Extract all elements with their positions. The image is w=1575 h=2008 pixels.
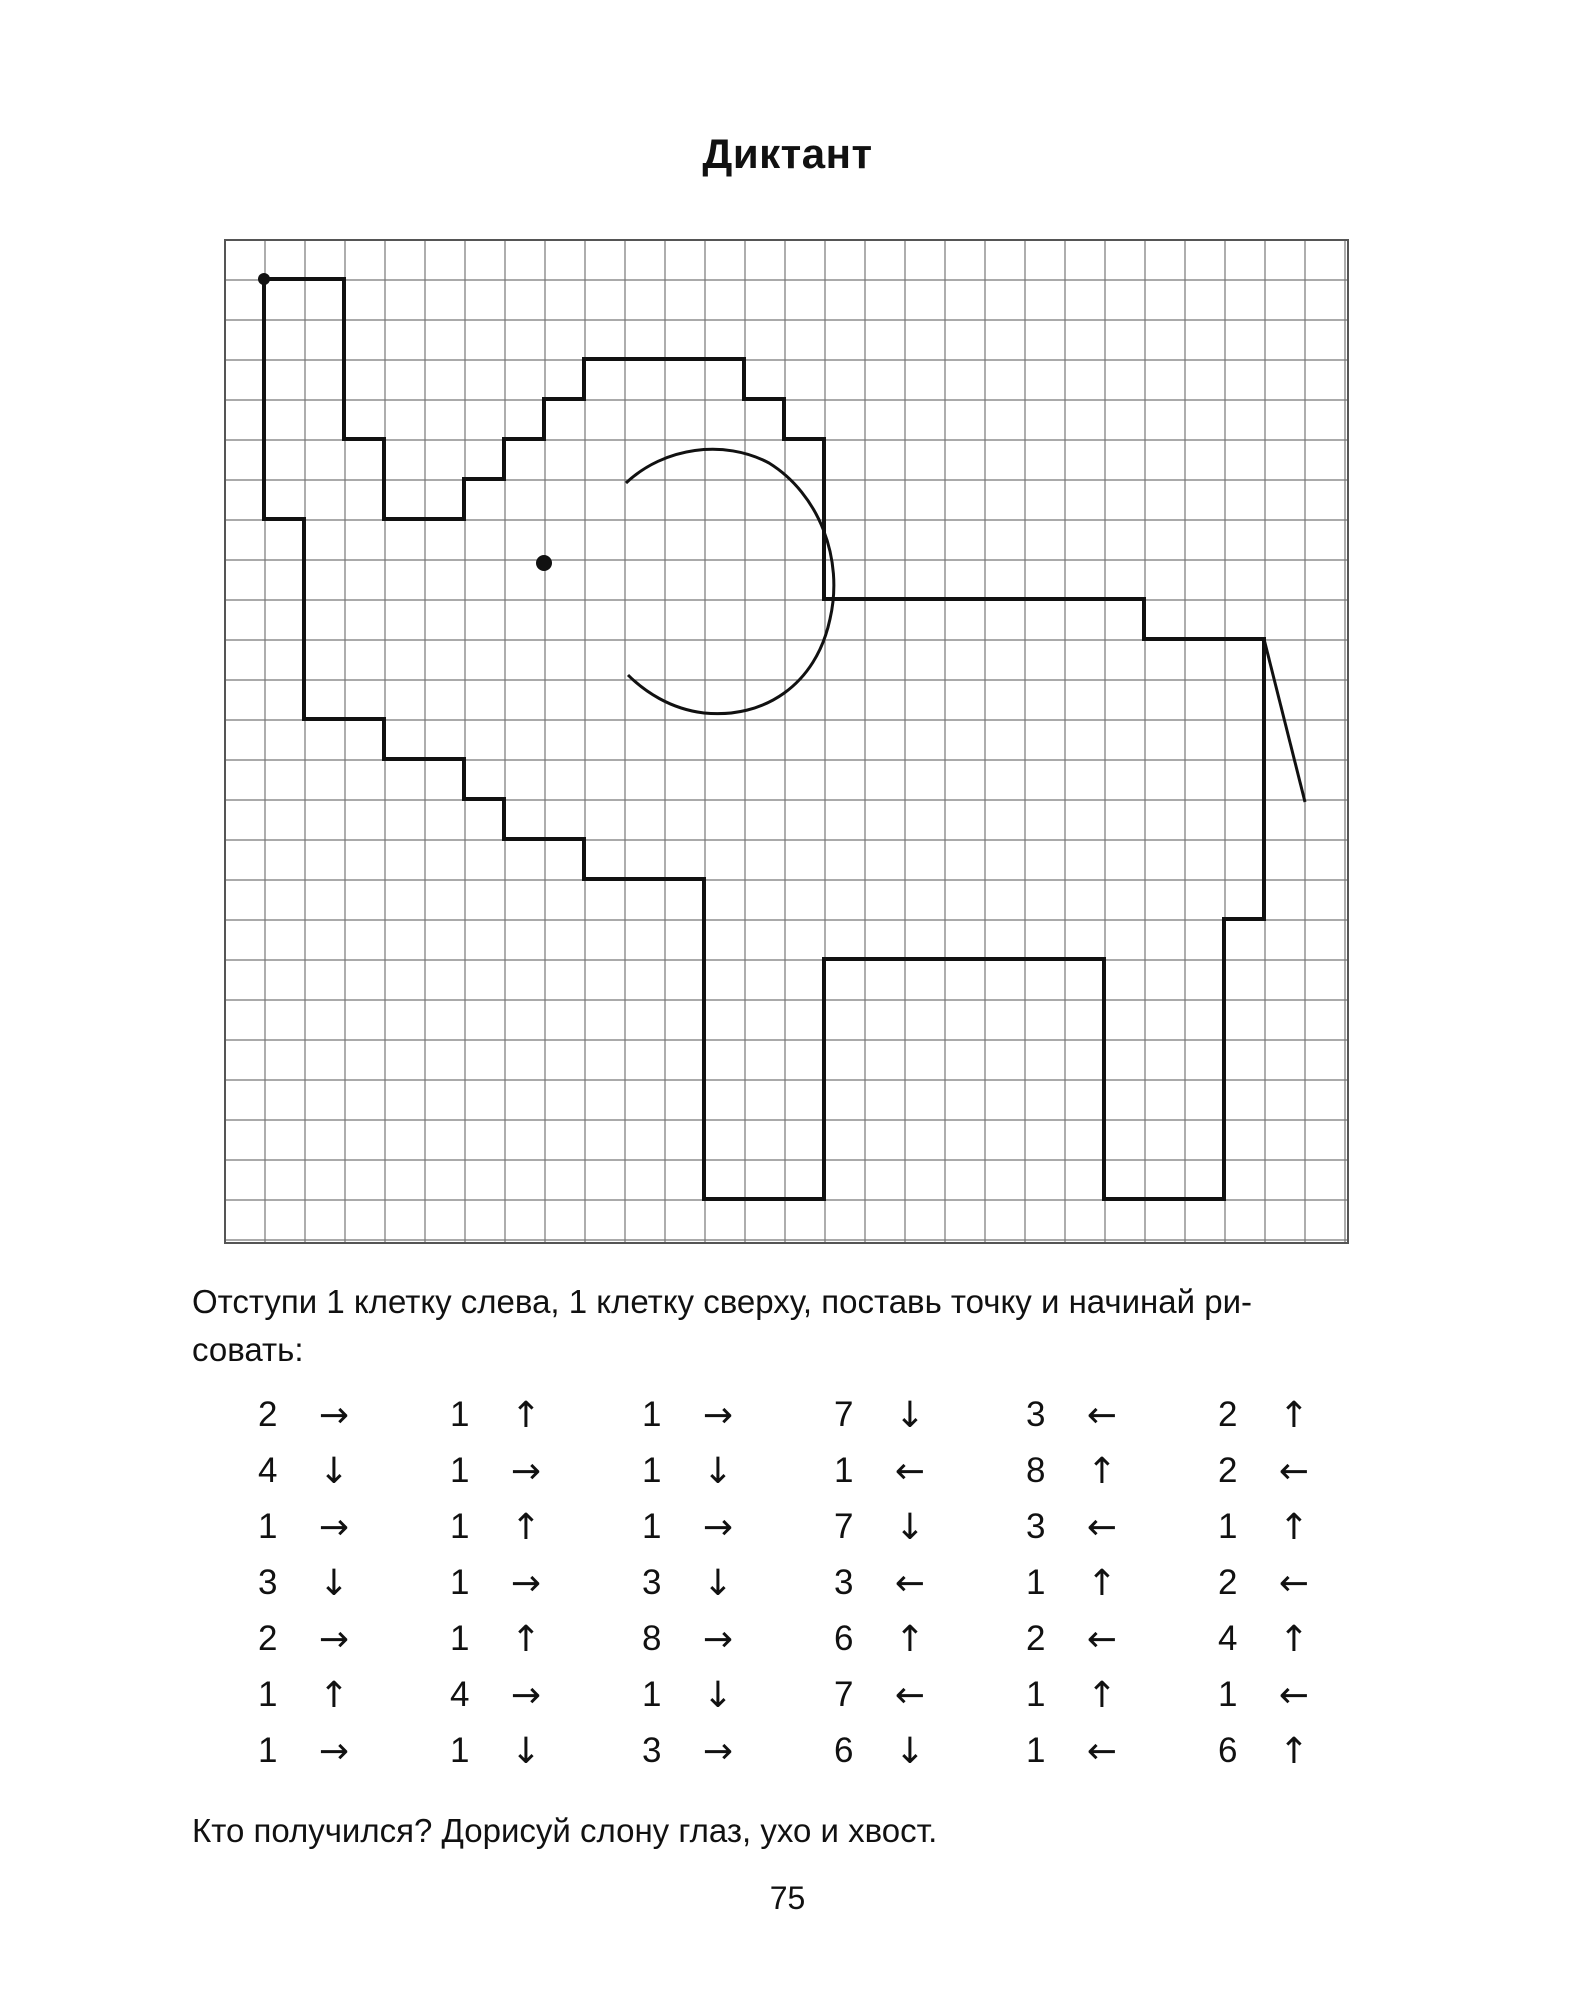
command-item (1026, 1451, 1176, 1507)
step-count: 1 (642, 1395, 662, 1434)
direction-arrow-icon: ↑ (510, 1395, 542, 1436)
step-count: 1 (450, 1619, 470, 1658)
direction-arrow-icon: → (318, 1731, 350, 1772)
step-count: 3 (1026, 1395, 1046, 1434)
command-item (642, 1395, 792, 1451)
instruction-line-1: Отступи 1 клетку слева, 1 клетку сверху, поставь точку и начинай ри- (192, 1283, 1253, 1320)
command-item (258, 1507, 408, 1563)
step-count: 1 (450, 1451, 470, 1490)
command-item (1218, 1451, 1368, 1507)
command-item (1218, 1507, 1368, 1563)
command-item (258, 1675, 408, 1731)
step-count: 1 (450, 1507, 470, 1546)
direction-arrow-icon: ← (894, 1675, 926, 1716)
direction-arrow-icon: ↑ (1086, 1451, 1118, 1492)
direction-arrow-icon: ← (1278, 1563, 1310, 1604)
command-item (450, 1507, 600, 1563)
step-count: 1 (1026, 1563, 1046, 1602)
command-item (1026, 1731, 1176, 1787)
command-item (834, 1395, 984, 1451)
step-count: 3 (642, 1563, 662, 1602)
direction-arrow-icon: ↓ (318, 1451, 350, 1492)
direction-arrow-icon: ← (894, 1451, 926, 1492)
step-count: 1 (1026, 1731, 1046, 1770)
command-item (834, 1619, 984, 1675)
direction-arrow-icon: → (318, 1507, 350, 1548)
step-count: 6 (834, 1731, 854, 1770)
step-count: 2 (258, 1619, 278, 1658)
direction-arrow-icon: → (318, 1395, 350, 1436)
command-item (834, 1507, 984, 1563)
direction-arrow-icon: ← (1086, 1395, 1118, 1436)
command-item (450, 1731, 600, 1787)
step-count: 3 (834, 1563, 854, 1602)
direction-arrow-icon: → (510, 1563, 542, 1604)
direction-arrow-icon: ↓ (510, 1731, 542, 1772)
command-item (1026, 1563, 1176, 1619)
command-item (258, 1563, 408, 1619)
command-item (642, 1507, 792, 1563)
direction-arrow-icon: → (702, 1507, 734, 1548)
command-item (450, 1675, 600, 1731)
direction-arrow-icon: ↓ (894, 1507, 926, 1548)
direction-arrow-icon: ↓ (702, 1563, 734, 1604)
direction-arrow-icon: ← (1086, 1731, 1118, 1772)
direction-arrow-icon: ↑ (1278, 1507, 1310, 1548)
elephant-outline (264, 279, 1264, 1199)
step-count: 8 (642, 1619, 662, 1658)
step-count: 2 (1218, 1563, 1238, 1602)
command-item (258, 1451, 408, 1507)
step-count: 1 (1218, 1507, 1238, 1546)
command-item (834, 1451, 984, 1507)
step-count: 7 (834, 1507, 854, 1546)
direction-arrow-icon: ↓ (702, 1675, 734, 1716)
step-count: 1 (642, 1451, 662, 1490)
step-count: 1 (642, 1507, 662, 1546)
command-item (1218, 1731, 1368, 1787)
direction-arrow-icon: → (702, 1619, 734, 1660)
direction-arrow-icon: → (510, 1451, 542, 1492)
command-item (450, 1619, 600, 1675)
command-item (1026, 1675, 1176, 1731)
step-count: 4 (1218, 1619, 1238, 1658)
command-item (1026, 1507, 1176, 1563)
command-item (450, 1451, 600, 1507)
direction-arrow-icon: ↑ (1278, 1395, 1310, 1436)
direction-arrow-icon: → (702, 1395, 734, 1436)
command-item (642, 1451, 792, 1507)
direction-arrow-icon: ↑ (1278, 1619, 1310, 1660)
step-count: 4 (258, 1451, 278, 1490)
command-item (642, 1619, 792, 1675)
direction-arrow-icon: ← (1278, 1675, 1310, 1716)
page-number: 75 (769, 1880, 806, 1916)
page-title: Диктант (702, 130, 873, 177)
direction-arrow-icon: ← (1086, 1507, 1118, 1548)
direction-arrow-icon: → (318, 1619, 350, 1660)
command-item (834, 1563, 984, 1619)
elephant-eye (536, 555, 552, 571)
step-count: 1 (450, 1563, 470, 1602)
step-count: 3 (1026, 1507, 1046, 1546)
command-item (1218, 1395, 1368, 1451)
command-item (450, 1395, 600, 1451)
step-count: 2 (1218, 1451, 1238, 1490)
command-item (642, 1731, 792, 1787)
start-dot (258, 273, 270, 285)
direction-arrow-icon: → (510, 1675, 542, 1716)
grid-border (225, 240, 1348, 1243)
command-item (1026, 1619, 1176, 1675)
step-count: 4 (450, 1675, 470, 1714)
step-count: 1 (450, 1395, 470, 1434)
step-count: 1 (450, 1731, 470, 1770)
direction-arrow-icon: ↓ (318, 1563, 350, 1604)
step-count: 6 (1218, 1731, 1238, 1770)
elephant-ear (626, 449, 834, 713)
command-item (834, 1731, 984, 1787)
step-count: 8 (1026, 1451, 1046, 1490)
step-count: 7 (834, 1675, 854, 1714)
step-count: 1 (258, 1507, 278, 1546)
command-item (642, 1675, 792, 1731)
step-count: 2 (258, 1395, 278, 1434)
command-item (258, 1395, 408, 1451)
instruction-line-2: совать: (192, 1331, 304, 1368)
question-text: Кто получился? Дорисуй слону глаз, ухо и хвост. (192, 1812, 938, 1849)
command-item (1026, 1395, 1176, 1451)
direction-arrow-icon: ↑ (894, 1619, 926, 1660)
step-count: 1 (258, 1675, 278, 1714)
step-count: 2 (1026, 1619, 1046, 1658)
step-count: 1 (642, 1675, 662, 1714)
direction-arrow-icon: ↑ (510, 1507, 542, 1548)
step-count: 7 (834, 1395, 854, 1434)
command-item (834, 1675, 984, 1731)
step-count: 3 (642, 1731, 662, 1770)
direction-arrow-icon: ← (894, 1563, 926, 1604)
step-count: 1 (258, 1731, 278, 1770)
direction-arrow-icon: ↑ (1086, 1563, 1118, 1604)
step-count: 1 (1218, 1675, 1238, 1714)
direction-arrow-icon: ↓ (894, 1731, 926, 1772)
direction-arrow-icon: ↑ (1086, 1675, 1118, 1716)
graph-paper-drawing (224, 239, 1349, 1244)
command-item (258, 1619, 408, 1675)
direction-arrow-icon: ↓ (702, 1451, 734, 1492)
command-item (450, 1563, 600, 1619)
grid-lines (224, 239, 1349, 1244)
direction-arrow-icon: ↑ (510, 1619, 542, 1660)
direction-arrow-icon: ↑ (318, 1675, 350, 1716)
step-count: 6 (834, 1619, 854, 1658)
step-count: 3 (258, 1563, 278, 1602)
command-item (1218, 1563, 1368, 1619)
step-count: 1 (834, 1451, 854, 1490)
step-count: 2 (1218, 1395, 1238, 1434)
step-count: 1 (1026, 1675, 1046, 1714)
direction-arrow-icon: ← (1278, 1451, 1310, 1492)
command-item (642, 1563, 792, 1619)
direction-arrow-icon: → (702, 1731, 734, 1772)
direction-arrow-icon: ↓ (894, 1395, 926, 1436)
command-item (1218, 1675, 1368, 1731)
direction-arrow-icon: ↑ (1278, 1731, 1310, 1772)
instructions (192, 1278, 1412, 1374)
command-item (1218, 1619, 1368, 1675)
direction-arrow-icon: ← (1086, 1619, 1118, 1660)
command-item (258, 1731, 408, 1787)
